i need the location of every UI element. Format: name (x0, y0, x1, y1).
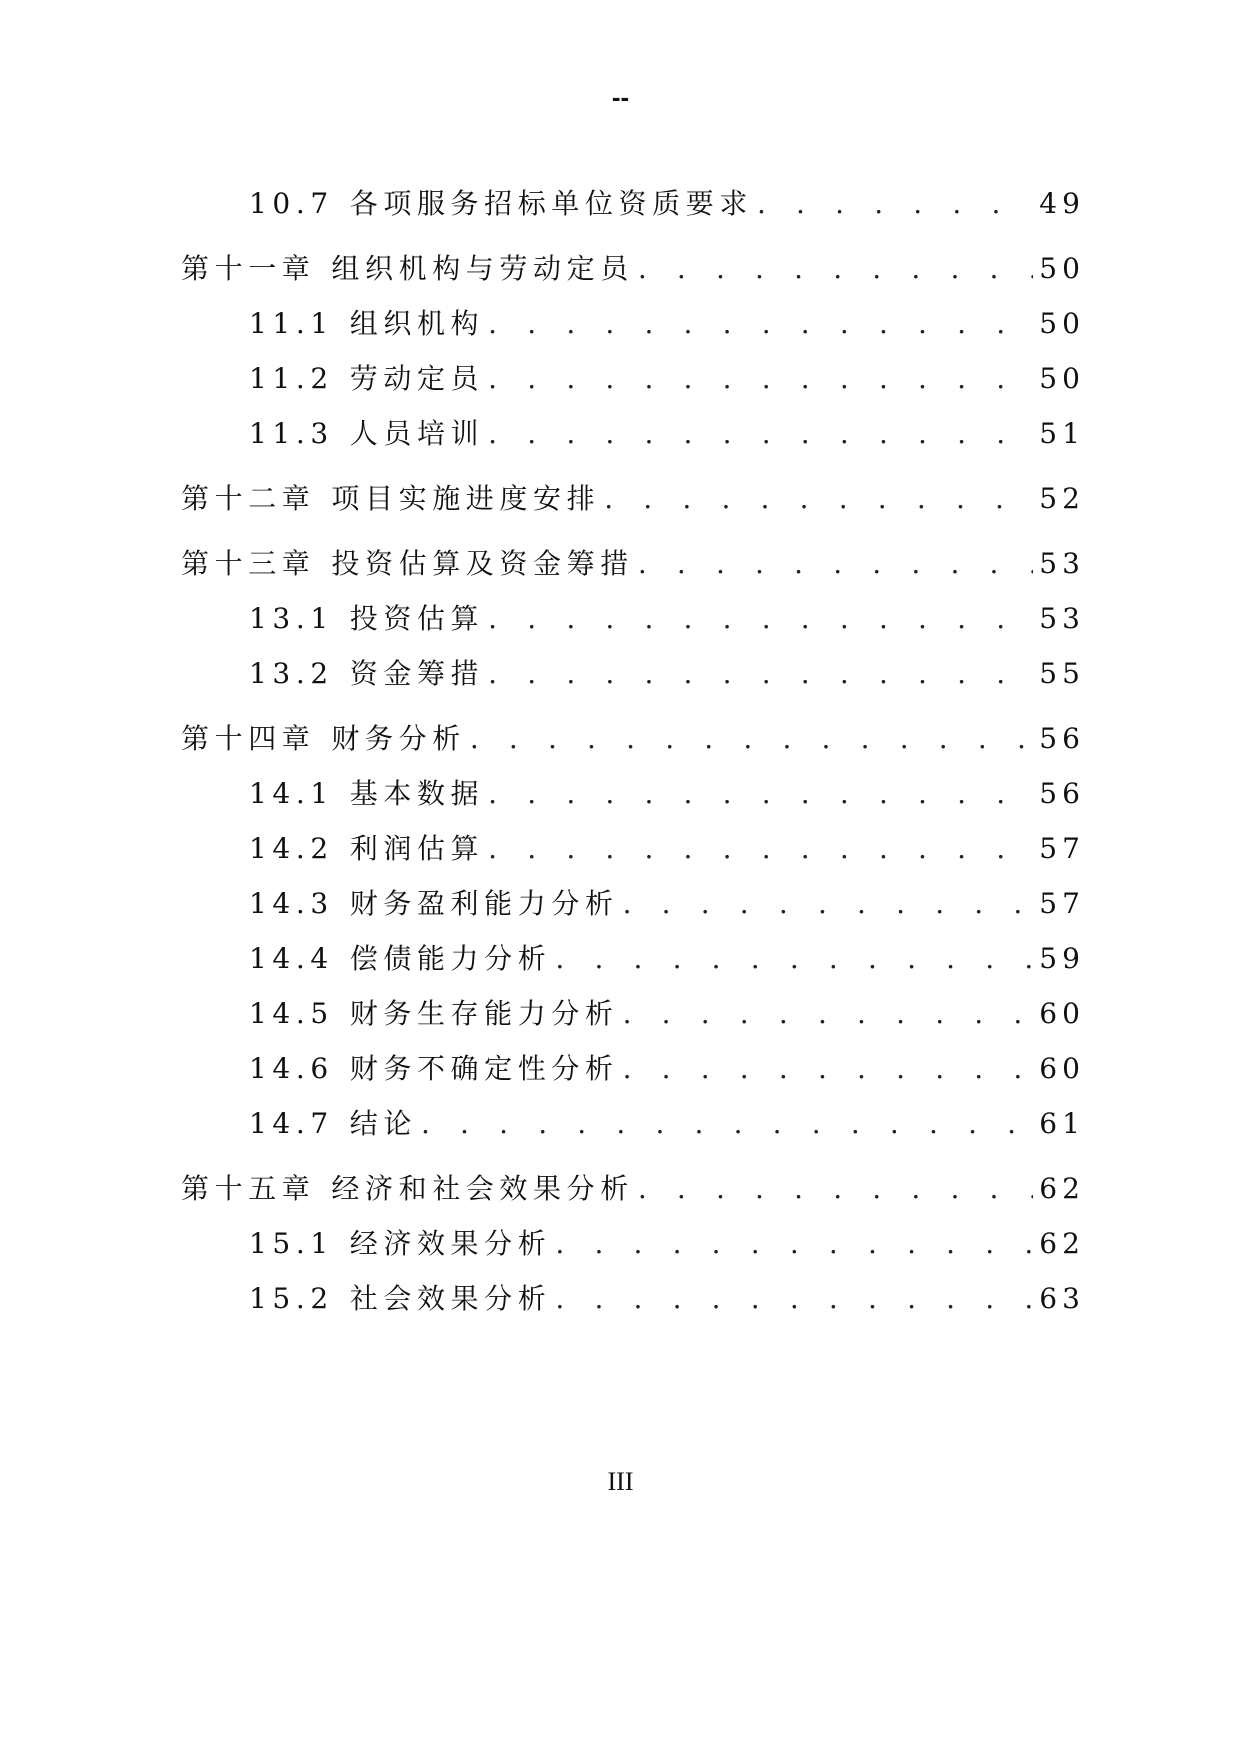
toc-entry-title: 组织机构与劳动定员 (331, 252, 634, 285)
toc-entry-number: 第十四章 (181, 722, 316, 755)
dot-leader (623, 997, 1034, 1030)
toc-chapter-entry[interactable] (181, 477, 1085, 532)
toc-entry[interactable] (181, 992, 1085, 1047)
toc-entry-page: 57 (1039, 832, 1085, 865)
toc-entry-title: 财务盈利能力分析 (349, 887, 619, 920)
dot-leader (638, 252, 1033, 285)
toc-entry-number: 11.1 (249, 307, 334, 340)
toc-entry-number: 13.2 (249, 657, 334, 690)
toc-entry-number: 11.2 (249, 362, 334, 395)
table-of-contents (181, 182, 1085, 1332)
dot-leader (623, 887, 1034, 920)
toc-entry-title: 投资估算 (349, 602, 485, 635)
toc-entry-page: 60 (1039, 997, 1085, 1030)
toc-entry-number: 15.1 (249, 1227, 334, 1260)
dot-leader (488, 362, 1033, 395)
toc-entry[interactable] (181, 412, 1085, 467)
dot-leader (488, 777, 1033, 810)
toc-entry-number: 14.7 (249, 1107, 334, 1140)
toc-entry-page: 56 (1039, 777, 1085, 810)
toc-entry-page: 56 (1039, 722, 1085, 755)
toc-entry-number: 11.3 (249, 417, 334, 450)
toc-entry-title: 经济和社会效果分析 (331, 1172, 634, 1205)
toc-entry-title: 偿债能力分析 (349, 942, 552, 975)
dot-leader (488, 832, 1033, 865)
toc-chapter-entry[interactable] (181, 1167, 1085, 1222)
toc-entry[interactable] (181, 1047, 1085, 1102)
toc-entry-page: 57 (1039, 887, 1085, 920)
toc-entry-page: 50 (1039, 307, 1085, 340)
toc-entry-number: 14.3 (249, 887, 334, 920)
toc-entry[interactable] (181, 1277, 1085, 1332)
toc-entry-number: 第十三章 (181, 547, 316, 580)
dot-leader (638, 1172, 1033, 1205)
toc-entry-title: 财务不确定性分析 (349, 1052, 619, 1085)
toc-entry-number: 第十五章 (181, 1172, 316, 1205)
toc-entry[interactable] (181, 182, 1085, 237)
toc-entry[interactable] (181, 772, 1085, 827)
toc-entry-title: 利润估算 (349, 832, 485, 865)
toc-entry[interactable] (181, 1102, 1085, 1157)
toc-entry-page: 52 (1039, 482, 1085, 515)
dot-leader (488, 602, 1033, 635)
dot-leader (488, 417, 1033, 450)
dot-leader (757, 187, 1033, 220)
toc-entry-page: 55 (1039, 657, 1085, 690)
toc-entry-title: 财务分析 (331, 722, 466, 755)
toc-entry-page: 62 (1039, 1172, 1085, 1205)
toc-entry-title: 结论 (349, 1107, 417, 1140)
toc-entry[interactable] (181, 357, 1085, 412)
toc-entry-number: 15.2 (249, 1282, 334, 1315)
toc-entry-title: 投资估算及资金筹措 (331, 547, 634, 580)
toc-entry-page: 50 (1039, 252, 1085, 285)
dot-leader (604, 482, 1033, 515)
toc-entry-number: 14.1 (249, 777, 334, 810)
toc-entry-number: 第十二章 (181, 482, 316, 515)
toc-chapter-entry[interactable] (181, 247, 1085, 302)
toc-entry-page: 53 (1039, 602, 1085, 635)
toc-entry[interactable] (181, 882, 1085, 937)
toc-chapter-entry[interactable] (181, 717, 1085, 772)
toc-entry[interactable] (181, 1222, 1085, 1277)
dot-leader (555, 1227, 1033, 1260)
toc-entry-title: 项目实施进度安排 (331, 482, 601, 515)
dot-leader (421, 1107, 1033, 1140)
toc-entry-number: 14.2 (249, 832, 334, 865)
toc-entry[interactable] (181, 597, 1085, 652)
dot-leader (555, 1282, 1033, 1315)
toc-entry-number: 14.5 (249, 997, 334, 1030)
toc-entry[interactable] (181, 937, 1085, 992)
dot-leader (555, 942, 1033, 975)
dot-leader (638, 547, 1033, 580)
toc-entry-title: 经济效果分析 (349, 1227, 552, 1260)
toc-chapter-entry[interactable] (181, 542, 1085, 597)
toc-entry-title: 人员培训 (349, 417, 485, 450)
toc-entry-title: 劳动定员 (349, 362, 485, 395)
toc-entry-title: 基本数据 (349, 777, 485, 810)
dot-leader (488, 657, 1033, 690)
toc-entry-number: 14.6 (249, 1052, 334, 1085)
toc-entry-number: 10.7 (249, 187, 334, 220)
toc-entry-title: 组织机构 (349, 307, 485, 340)
toc-entry-page: 60 (1039, 1052, 1085, 1085)
dot-leader (470, 722, 1033, 755)
page-number: III (607, 1467, 634, 1496)
header-mark: -- (611, 82, 630, 112)
toc-entry-number: 14.4 (249, 942, 334, 975)
dot-leader (488, 307, 1033, 340)
toc-entry[interactable] (181, 827, 1085, 882)
toc-entry-page: 53 (1039, 547, 1085, 580)
toc-entry[interactable] (181, 652, 1085, 707)
toc-entry-title: 财务生存能力分析 (349, 997, 619, 1030)
toc-entry[interactable] (181, 302, 1085, 357)
toc-entry-page: 59 (1039, 942, 1085, 975)
toc-entry-number: 第十一章 (181, 252, 316, 285)
toc-entry-title: 各项服务招标单位资质要求 (349, 187, 753, 220)
toc-entry-number: 13.1 (249, 602, 334, 635)
dot-leader (623, 1052, 1034, 1085)
toc-entry-title: 资金筹措 (349, 657, 485, 690)
toc-entry-page: 51 (1039, 417, 1085, 450)
toc-entry-page: 62 (1039, 1227, 1085, 1260)
toc-entry-page: 50 (1039, 362, 1085, 395)
toc-entry-page: 63 (1039, 1282, 1085, 1315)
toc-entry-title: 社会效果分析 (349, 1282, 552, 1315)
toc-entry-page: 49 (1039, 187, 1085, 220)
toc-entry-page: 61 (1039, 1107, 1085, 1140)
